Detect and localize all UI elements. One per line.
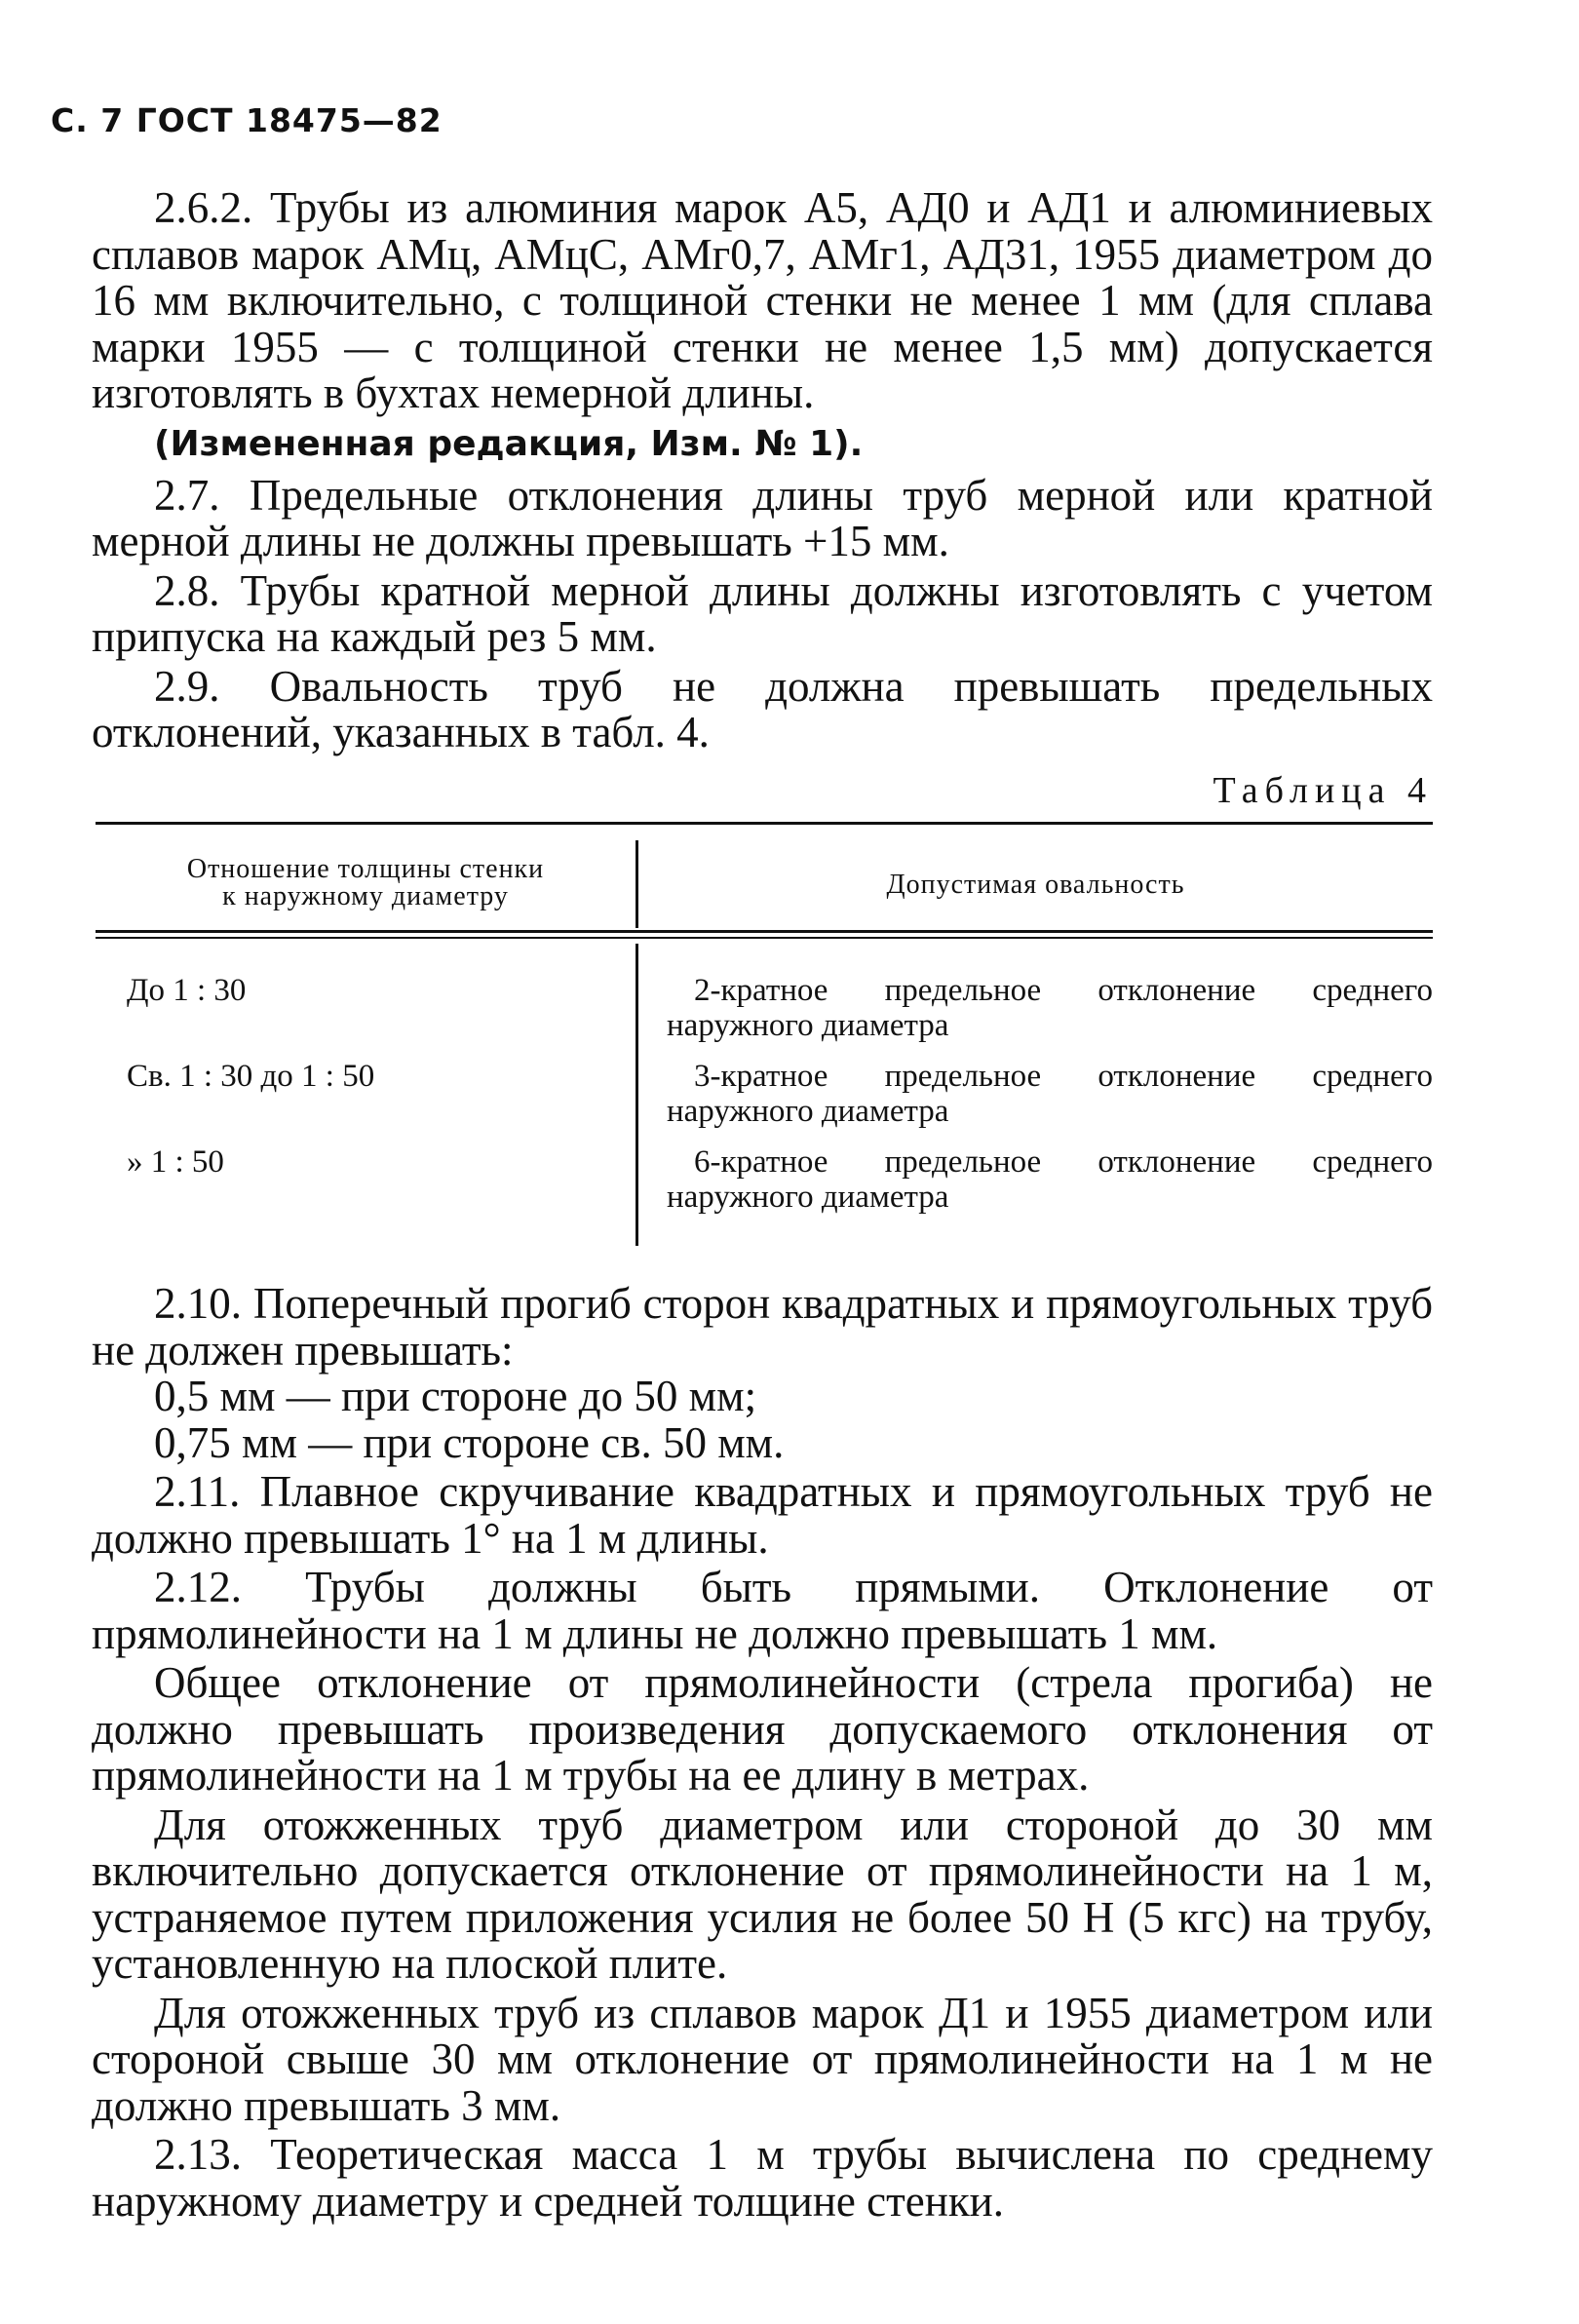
- paragraph-2-12-annealed-small: Для отожженных труб диаметром или стороной до 30 мм включительно допускается отклонение от прямолинейности на 1 м, устраняемое путем приложения усилия не более 50 Н (5 кгс) на трубу, установленную на плоской плите.: [92, 1800, 1433, 1988]
- table-body-divider: [635, 944, 638, 1246]
- paragraph-2-10-item-a: 0,5 мм — при стороне до 50 мм;: [154, 1372, 757, 1420]
- table-row-1-ratio: До 1 : 30: [127, 973, 247, 1008]
- table-row-2-ratio: Св. 1 : 30 до 1 : 50: [127, 1059, 375, 1094]
- table-caption: Таблица 4: [1213, 770, 1433, 811]
- section-bottom: [92, 1281, 1433, 2225]
- section-top: [92, 185, 1433, 756]
- paragraph-2-11: 2.11. Плавное скручивание квадратных и прямоугольных труб не должно превышать 1° на 1 м длины.: [92, 1467, 1433, 1563]
- table-row-2-ovality: 3-кратное предельное отклонение среднего наружного диаметра: [667, 1059, 1433, 1129]
- paragraph-2-12-total: Общее отклонение от прямолинейности (стрела прогиба) не должно превышать произведения допускаемого отклонения от прямолинейности на 1 м трубы на ее длину в метрах.: [92, 1658, 1433, 1800]
- paragraph-2-10: 2.10. Поперечный прогиб сторон квадратных и прямоугольных труб не должен превышать:: [92, 1279, 1433, 1375]
- paragraph-2-10-item-b: 0,75 мм — при стороне св. 50 мм.: [154, 1417, 785, 1467]
- table-header-rule-2: [96, 937, 1433, 939]
- table-top-rule: [96, 822, 1433, 825]
- paragraph-2-9: 2.9. Овальность труб не должна превышать предельных отклонений, указанных в табл. 4.: [92, 661, 1433, 756]
- paragraph-2-8: 2.8. Трубы кратной мерной длины должны изготовлять с учетом припуска на каждый рез 5 мм.: [92, 565, 1433, 661]
- table-header-ovality: Допустимая овальность: [886, 870, 1185, 900]
- paragraph-2-13: 2.13. Теоретическая масса 1 м трубы вычислена по среднему наружному диаметру и средней толщине стенки.: [92, 2130, 1433, 2226]
- table-header-rule-1: [96, 930, 1433, 933]
- paragraph-2-12: 2.12. Трубы должны быть прямыми. Отклонение от прямолинейности на 1 м длины не должно превышать 1 мм.: [92, 1563, 1433, 1658]
- page-header: С. 7 ГОСТ 18475—82: [51, 101, 443, 139]
- table-row-3-ratio: » 1 : 50: [127, 1144, 224, 1180]
- paragraph-2-7: 2.7. Предельные отклонения длины труб мерной или кратной мерной длины не должны превышать +15 мм.: [92, 470, 1433, 565]
- paragraph-2-12-annealed-large: Для отожженных труб из сплавов марок Д1 и 1955 диаметром или стороной свыше 30 мм отклонение от прямолинейности на 1 м не должно превышать 3 мм.: [92, 1988, 1433, 2130]
- table-header-ratio: Отношение толщины стенки к наружному диаметру: [186, 854, 545, 911]
- paragraph-2-6-2: 2.6.2. Трубы из алюминия марок А5, АД0 и АД1 и алюминиевых сплавов марок АМц, АМцС, АМг0,7, АМг1, АД31, 1955 диаметром до 16 мм включительно, с толщиной стенки не менее 1 мм (для сплава марки 1955 — с толщиной стенки не менее 1,5 мм) допускается изготовлять в бухтах немерной длины.: [92, 183, 1433, 417]
- amendment-note: (Измененная редакция, Изм. № 1).: [154, 423, 864, 464]
- table-row-3-ovality: 6-кратное предельное отклонение среднего наружного диаметра: [667, 1144, 1433, 1215]
- table-row-1-ovality: 2-кратное предельное отклонение среднего наружного диаметра: [667, 973, 1433, 1043]
